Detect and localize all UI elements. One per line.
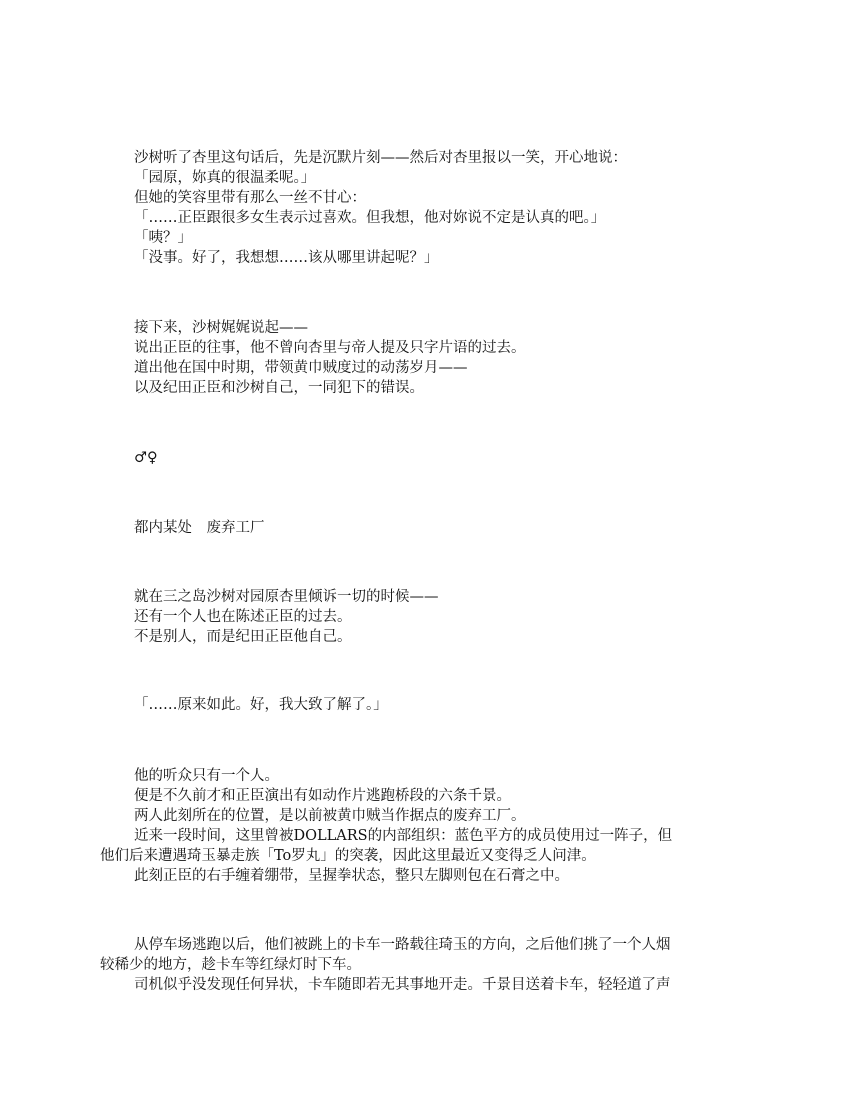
text-line: 「没事。好了，我想想……该从哪里讲起呢？」 bbox=[134, 250, 439, 266]
text-line: 接下来，沙树娓娓说起—— bbox=[134, 320, 308, 336]
text-line: 司机似乎没发现任何异状，卡车随即若无其事地开走。千景目送着卡车，轻轻道了声 bbox=[134, 977, 671, 993]
text-line: 沙树听了杏里这句话后，先是沉默片刻——然后对杏里报以一笑，开心地说： bbox=[134, 150, 627, 166]
text-line: 「园原，妳真的很温柔呢。」 bbox=[134, 170, 316, 186]
text-line: 他们后来遭遇琦玉暴走族「To罗丸」的突袭，因此这里最近又变得乏人问津。 bbox=[100, 848, 596, 864]
text-line: 但她的笑容里带有那么一丝不甘心： bbox=[134, 190, 366, 206]
text-line: 「咦？」 bbox=[134, 230, 192, 246]
scene-heading: 都内某处 废弃工厂 bbox=[134, 520, 265, 536]
text-line: 「……正臣跟很多女生表示过喜欢。但我想，他对妳说不定是认真的吧。」 bbox=[134, 210, 606, 226]
text-line: 还有一个人也在陈述正臣的过去。 bbox=[134, 609, 352, 625]
text-line: 较稀少的地方，趁卡车等红绿灯时下车。 bbox=[100, 957, 361, 973]
text-line: 道出他在国中时期，带领黄巾贼度过的动荡岁月—— bbox=[134, 360, 468, 376]
text-line: 不是别人，而是纪田正臣他自己。 bbox=[134, 629, 352, 645]
text-line: 从停车场逃跑以后，他们被跳上的卡车一路载往琦玉的方向，之后他们挑了一个人烟 bbox=[134, 937, 671, 953]
text-line: 便是不久前才和正臣演出有如动作片逃跑桥段的六条千景。 bbox=[134, 788, 511, 804]
text-line: 说出正臣的往事，他不曾向杏里与帝人提及只字片语的过去。 bbox=[134, 340, 526, 356]
text-line: 此刻正臣的右手缠着绷带，呈握拳状态，整只左脚则包在石膏之中。 bbox=[134, 868, 569, 884]
text-line: 他的听众只有一个人。 bbox=[134, 768, 279, 784]
text-line: 近来一段时间，这里曾被DOLLARS的内部组织：蓝色平方的成员使用过一阵子，但 bbox=[134, 828, 673, 844]
text-line: 「……原来如此。好，我大致了解了。」 bbox=[134, 697, 388, 713]
text-line: 就在三之岛沙树对园原杏里倾诉一切的时候—— bbox=[134, 589, 439, 605]
section-divider-symbol: ♂♀ bbox=[134, 450, 158, 466]
text-line: 以及纪田正臣和沙树自己，一同犯下的错误。 bbox=[134, 380, 424, 396]
text-line: 两人此刻所在的位置，是以前被黄巾贼当作据点的废弃工厂。 bbox=[134, 808, 526, 824]
